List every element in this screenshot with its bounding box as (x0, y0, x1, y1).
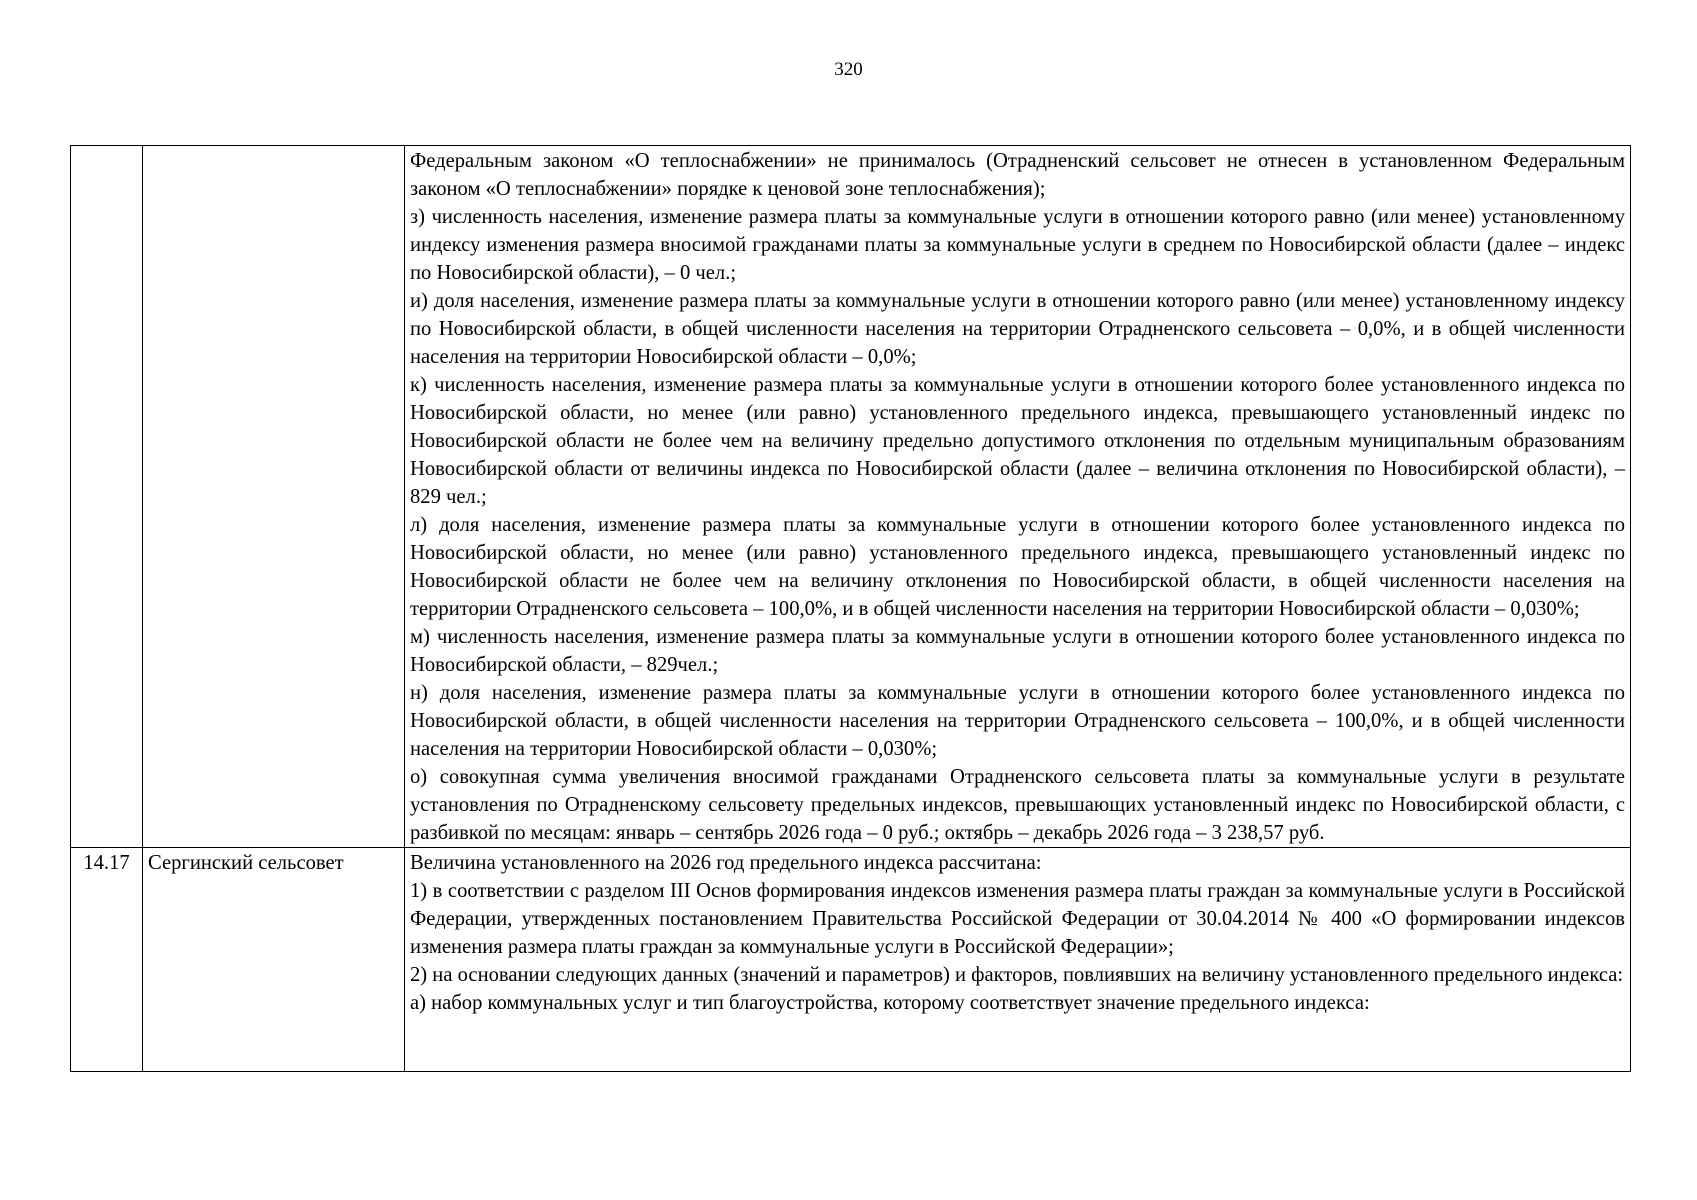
paragraph-1: 1) в соответствии с разделом III Основ формирования индексов изменения размера платы граждан за коммунальные услуги в Российской Федерации, утвержденных постановлением Правительства Российской Федерации от 30.04.2014 № 400 «О формировании индексов изменения размера платы граждан за коммунальные услуги в Российской Федерации»; (410, 880, 1625, 958)
document-table (70, 145, 1631, 1072)
municipality-name-cell: Сергинский сельсовет (143, 848, 405, 1072)
row-number-cell: 14.17 (71, 848, 143, 1072)
paragraph-z: з) численность населения, изменение размера платы за коммунальные услуги в отношении которого равно (или менее) установленному индексу изменения размера вносимой гражданами платы за коммунальные услуги в среднем по Новосибирской области (далее – индекс по Новосибирской области), – 0 чел.; (410, 206, 1625, 284)
paragraph: Федеральным законом «О теплоснабжении» не принималось (Отрадненский сельсовет не отнесен в установленном Федеральным законом «О теплоснабжении» порядке к ценовой зоне теплоснабжения); (410, 150, 1625, 200)
paragraph-intro: Величина установленного на 2026 год предельного индекса рассчитана: (410, 852, 1042, 874)
description-cell (405, 848, 1631, 1072)
page-number: 320 (834, 59, 863, 80)
paragraph-2: 2) на основании следующих данных (значений и параметров) и факторов, повлиявших на величину установленного предельного индекса: (410, 964, 1624, 986)
municipality-name-cell (143, 146, 405, 848)
table-row (71, 146, 1631, 848)
paragraph-a: а) набор коммунальных услуг и тип благоустройства, которому соответствует значение предельного индекса: (410, 992, 1370, 1014)
description-cell (405, 146, 1631, 848)
paragraph-k: к) численность населения, изменение размера платы за коммунальные услуги в отношении которого более установленного индекса по Новосибирской области, но менее (или равно) установленного предельного индекса, превышающего установленный индекс по Новосибирской области не более чем на величину предельно допустимого отклонения по отдельным муниципальным образованиям Новосибирской области от величины индекса по Новосибирской области (далее – величина отклонения по Новосибирской области), – 829 чел.; (410, 374, 1625, 508)
paragraph-i: и) доля населения, изменение размера платы за коммунальные услуги в отношении которого равно (или менее) установленному индексу по Новосибирской области, в общей численности населения на территории Отрадненского сельсовета – 0,0%, и в общей численности населения на территории Новосибирской области – 0,0%; (410, 290, 1625, 368)
row-number-cell (71, 146, 143, 848)
paragraph-l: л) доля населения, изменение размера платы за коммунальные услуги в отношении которого более установленного индекса по Новосибирской области, но менее (или равно) установленного предельного индекса, превышающего установленный индекс по Новосибирской области не более чем на величину отклонения по Новосибирской области, в общей численности населения на территории Отрадненского сельсовета – 100,0%, и в общей численности населения на территории Новосибирской области – 0,030%; (410, 514, 1625, 620)
paragraph-n: н) доля населения, изменение размера платы за коммунальные услуги в отношении которого более установленного индекса по Новосибирской области, в общей численности населения на территории Отрадненского сельсовета – 100,0%, и в общей численности населения на территории Новосибирской области – 0,030%; (410, 682, 1625, 760)
table-row (71, 848, 1631, 1072)
paragraph-m: м) численность населения, изменение размера платы за коммунальные услуги в отношении которого более установленного индекса по Новосибирской области, – 829чел.; (410, 626, 1625, 676)
paragraph-o: о) совокупная сумма увеличения вносимой гражданами Отрадненского сельсовета платы за коммунальные услуги в результате установления по Отрадненскому сельсовету предельных индексов, превышающих установленный индекс по Новосибирской области, с разбивкой по месяцам: январь – сентябрь 2026 года – 0 руб.; октябрь – декабрь 2026 года – 3 238,57 руб. (410, 766, 1625, 844)
